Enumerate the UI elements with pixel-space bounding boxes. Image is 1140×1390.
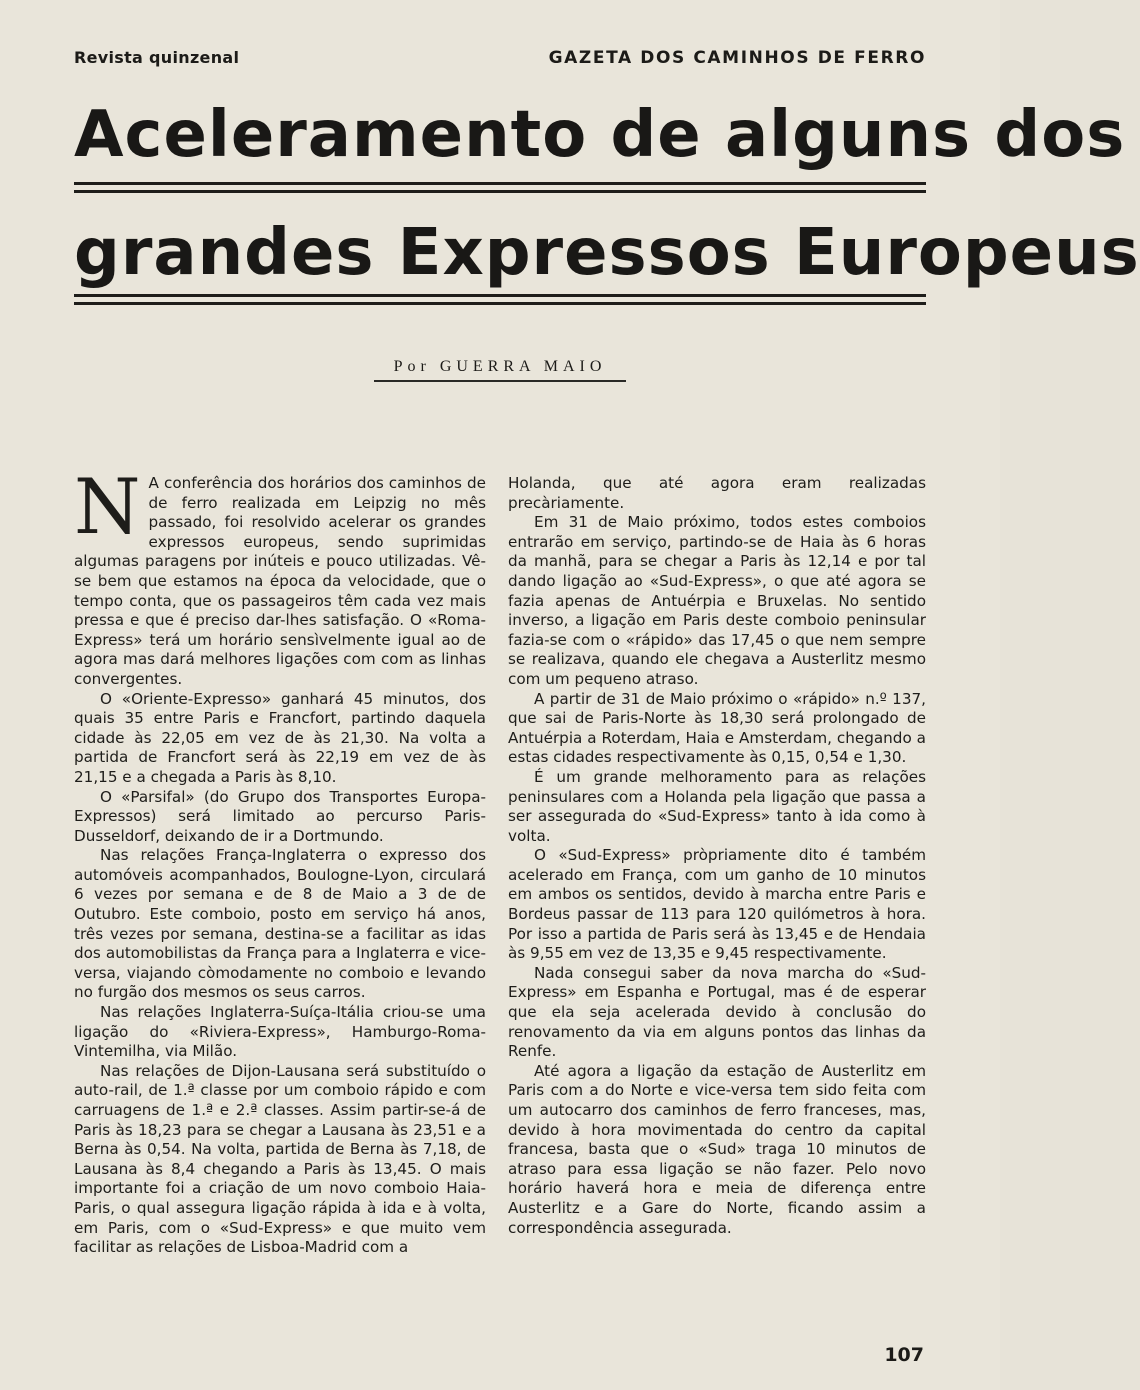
article-title-line-2: grandes Expressos Europeus [74,216,1140,290]
article-paragraph: O «Oriente-Expresso» ganhará 45 minutos, dos quais 35 entre Paris e Francfort, partindo daquela cidade às 22,05 em vez de às 21,30. Na volta a partida de Francfort será às 22,19 em vez de às 21,15 e a chegada a Paris às 8,10. [74,689,486,786]
article-paragraph: Em 31 de Maio próximo, todos estes comboios entrarão em serviço, partindo-se de Haia às 6 horas da manhã, para se chegar a Paris às 12,14 e por tal dando ligação ao «Sud-Express», o que até agora se fazia apenas de Antuérpia e Bruxelas. No sentido inverso, a ligação em Paris deste comboio peninsular fazia-se com o «rápido» das 17,45 o que nem sempre se realizava, quando ele chegava a Austerlitz mesmo com um pequeno atraso. [508,513,926,688]
drop-cap: N [74,462,141,551]
article-paragraph: O «Sud-Express» pròpriamente dito é também acelerado em França, com um ganho de 10 minutos em ambos os sentidos, devido à marcha entre Paris e Bordeus passar de 113 para 120 quilómetros à hora. Por isso a partida de Paris será às 13,45 e de Hendaia às 9,55 em vez de 13,35 e 9,45 respectivamente. [508,846,926,963]
title-rule-bottom-1 [74,294,926,297]
article-paragraph: Holanda, que até agora eram realizadas precàriamente. [508,474,926,512]
title-rule-top-2 [74,190,926,193]
article-paragraph: A partir de 31 de Maio próximo o «rápido» n.º 137, que sai de Paris-Norte às 18,30 será prolongado de Antuérpia a Roterdam, Haia e Amsterdam, chegando a estas cidades respectivamente às 0,15, 0,54 e 1,30. [508,689,926,767]
byline-rule [374,380,626,382]
article-paragraph: Nas relações Inglaterra-Suíça-Itália criou-se uma ligação do «Riviera-Express», Hamburgo-Roma-Vintemilha, via Milão. [74,1003,486,1061]
article-paragraph: É um grande melhoramento para as relações peninsulares com a Holanda pela ligação que passa a ser assegurada do «Sud-Express» tanto à ida como à volta. [508,767,926,845]
header-periodicity: Revista quinzenal [74,48,240,67]
article-paragraph-text: A conferência dos horários dos caminhos de de ferro realizada em Leipzig no mês passado, foi resolvido acelerar os grandes expressos europeus, sendo suprimidas algumas paragens por inúteis e pouco utilizadas. Vê-se bem que estamos na época da velocidade, que o tempo conta, que os passageiros têm cada vez mais pressa e que é preciso dar-lhes satisfação. O «Roma-Express» terá um horário sensìvelmente igual ao de agora mas dará melhores ligações com com as linhas convergentes. [74,474,486,688]
article-paragraph: Nas relações França-Inglaterra o expresso dos automóveis acompanhados, Boulogne-Lyon, circulará 6 vezes por semana e de 8 de Maio a 3 de de Outubro. Este comboio, posto em serviço há anos, três vezes por semana, destina-se a facilitar as idas dos automobilistas da França para a Inglaterra e vice-versa, viajando còmodamente no comboio e levando no furgão dos mesmos os seus carros. [74,846,486,1002]
article-title-line-1: Aceleramento de alguns dos [74,98,1126,172]
article-paragraph: Nada consegui saber da nova marcha do «Sud-Express» em Espanha e Portugal, mas é de esperar que ela seja acelerada devido à conclusão do renovamento da via em alguns pontos das linhas da Renfe. [508,963,926,1061]
article-paragraph: Nas relações de Dijon-Lausana será substituído o auto-rail, de 1.ª classe por um comboio rápido e com carruagens de 1.ª e 2.ª classes. Assim partir-se-á de Paris às 18,23 para se chegar a Lausana às 23,51 e a Berna às 0,54. Na volta, partida de Berna às 7,18, de Lausana às 8,4 chegando a Paris às 13,45. O mais importante foi a criação de um novo comboio Haia-Paris, o qual assegura ligação rápida à ida e à volta, em Paris, com o «Sud-Express» e que muito vem facilitar as relações de Lisboa-Madrid com a [74,1061,486,1257]
article-paragraph [74,462,486,690]
article-column-left [74,462,486,1258]
article-paragraph: O «Parsifal» (do Grupo dos Transportes Europa-Expressos) será limitado ao percurso Paris-Dusseldorf, deixando de ir a Dortmundo. [74,787,486,845]
article-paragraph: Até agora a ligação da estação de Austerlitz em Paris com a do Norte e vice-versa tem sido feita com um autocarro dos caminhos de ferro franceses, mas, devido à hora movimentada do centro da capital francesa, basta que o «Sud» traga 10 minutos de atraso para essa ligação se não fazer. Pelo novo horário haverá hora e meia de diferença entre Austerlitz e a Gare do Norte, ficando assim a correspondência assegurada. [508,1061,926,1237]
title-rule-bottom-2 [74,302,926,305]
title-rule-top-1 [74,182,926,185]
page-number: 107 [884,1344,924,1366]
header-journal-name: GAZETA DOS CAMINHOS DE FERRO [548,48,926,68]
running-header [74,48,926,72]
byline: Por GUERRA MAIO [393,358,607,375]
article-column-right [508,474,926,1238]
